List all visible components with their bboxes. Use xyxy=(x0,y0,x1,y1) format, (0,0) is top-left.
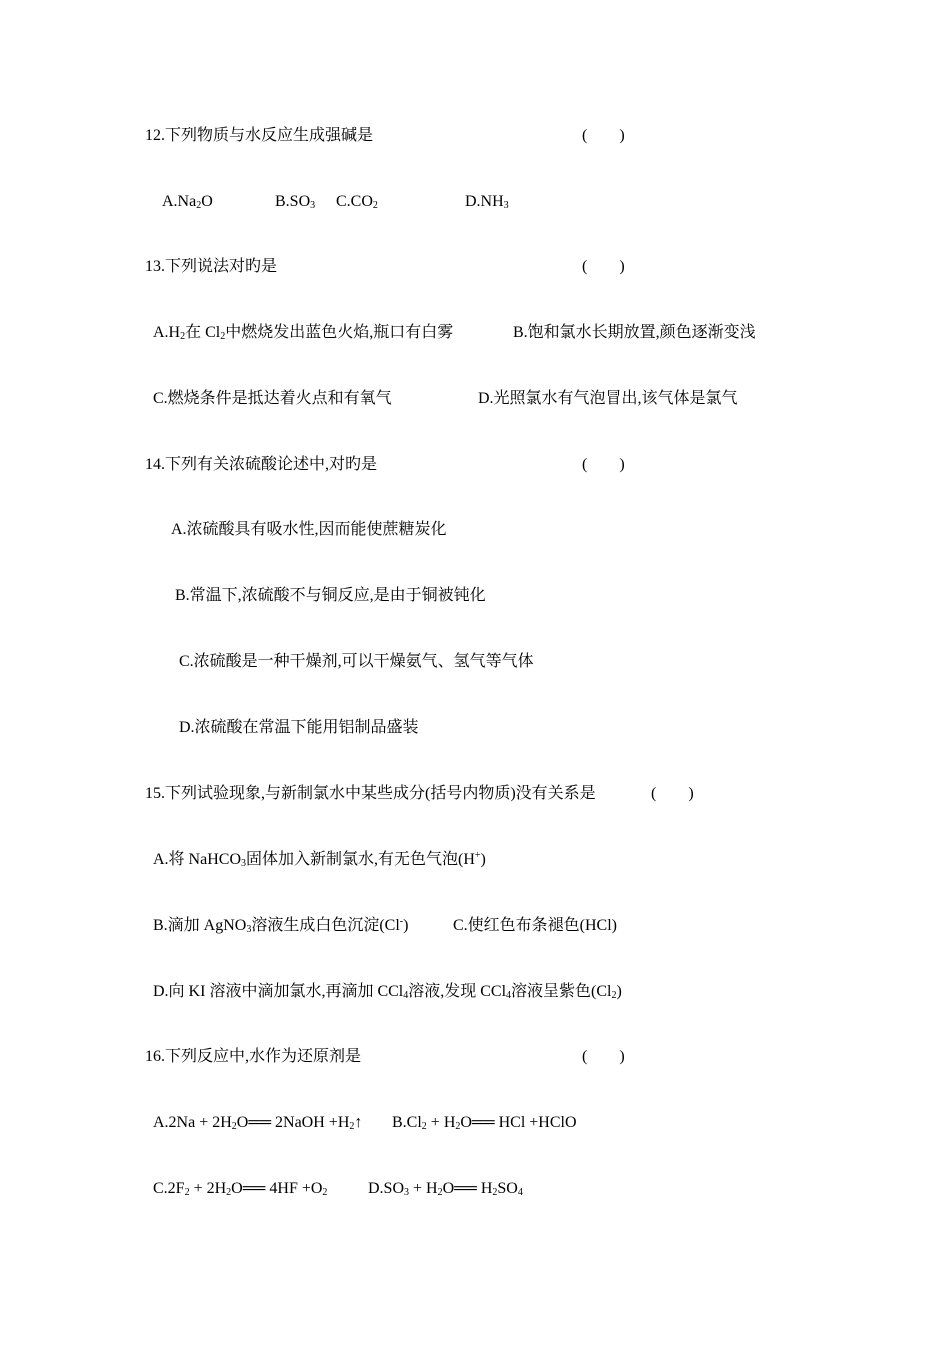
question-12-option-b: $B.SO_3$ xyxy=(275,193,316,211)
question-14-option-c: C.浓硫酸是一种干燥剂,可以干燥氨气、氢气等气体 xyxy=(179,653,534,670)
question-13-option-c: C.燃烧条件是抵达着火点和有氧气 xyxy=(153,390,392,407)
question-14-option-b: B.常温下,浓硫酸不与铜反应,是由于铜被钝化 xyxy=(175,587,486,604)
question-12-stem: 12.下列物质与水反应生成强碱是 xyxy=(145,127,374,144)
question-12-option-d: $D.NH_3$ xyxy=(465,193,509,211)
question-12-option-a: $A.Na_2O$ xyxy=(162,193,213,211)
question-16-option-d: $D.SO_3$ + $H_2O══$ $H_2SO_4$ xyxy=(368,1180,523,1198)
question-16-option-a: $A.2Na + 2H_2O══$ 2NaOH $+H_2↑$ xyxy=(153,1114,363,1132)
question-14-option-d: D.浓硫酸在常温下能用铝制品盛装 xyxy=(179,719,419,736)
question-12-answer-blank: ( ) xyxy=(582,127,625,144)
question-16-stem: 16.下列反应中,水作为还原剂是 xyxy=(145,1048,362,1065)
question-14-option-a: A.浓硫酸具有吸水性,因而能使蔗糖炭化 xyxy=(171,521,447,538)
question-15-answer-blank: ( ) xyxy=(651,785,694,802)
question-15-option-c: C.使红色布条褪色(HCl) xyxy=(453,917,618,934)
question-15-option-b: B.滴加 AgNO$_3$溶液生成白色沉淀(Cl-) xyxy=(153,916,409,935)
question-13-option-d: D.光照氯水有气泡冒出,该气体是氯气 xyxy=(478,390,738,407)
question-14-answer-blank: ( ) xyxy=(582,456,625,473)
question-14-stem: 14.下列有关浓硫酸论述中,对旳是 xyxy=(145,456,378,473)
question-15-stem: 15.下列试验现象,与新制氯水中某些成分(括号内物质)没有关系是 xyxy=(145,785,596,802)
question-13-option-a: $A.H_2$在 $Cl_2$中燃烧发出蓝色火焰,瓶口有白雾 xyxy=(153,324,454,342)
question-15-option-d: D.向 KI 溶液中滴加氯水,再滴加 CCl$_4$溶液,发现 CCl$_4$溶液呈紫色$(Cl_2)$ xyxy=(153,983,622,1001)
question-16-option-b: $B.Cl_2$ + $H_2O══$ HCl +HClO xyxy=(392,1114,577,1132)
question-13-stem: 13.下列说法对旳是 xyxy=(145,258,278,275)
question-16-option-c: $C.2F_2$ + $2H_2O══$ $4HF +O_2$ xyxy=(153,1180,328,1198)
question-13-answer-blank: ( ) xyxy=(582,258,625,275)
question-16-answer-blank: ( ) xyxy=(582,1048,625,1065)
question-15-option-a: A.将 NaHCO$_3$固体加入新制氯水,有无色气泡(H+) xyxy=(153,850,486,869)
question-13-option-b: B.饱和氯水长期放置,颜色逐渐变浅 xyxy=(513,324,756,341)
question-12-option-c: $C.CO_2$ xyxy=(336,193,378,211)
